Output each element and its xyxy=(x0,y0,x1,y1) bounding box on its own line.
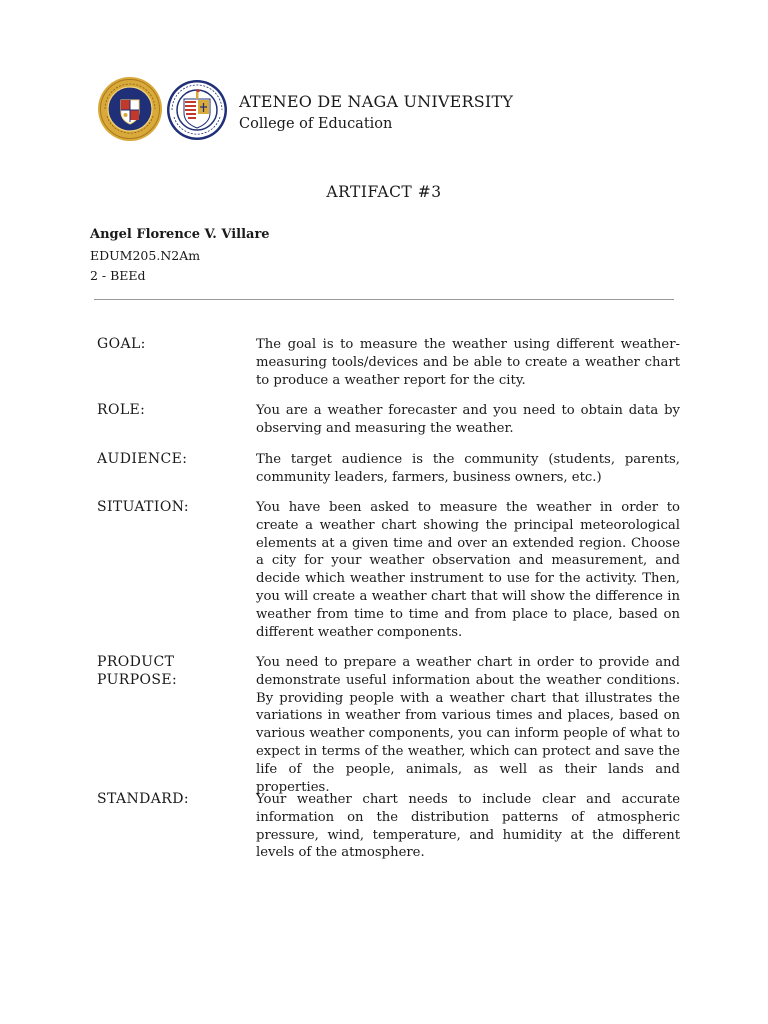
section-text: Your weather chart needs to include clear and accurate information on the distribution patterns of atmospheric pressure, wind, temperature, and humidity at the different levels of the atmosphere. xyxy=(256,792,680,861)
college-name: College of Education xyxy=(239,116,393,132)
section-text: You are a weather forecaster and you need to obtain data by observing and measuring the weather. xyxy=(256,403,680,436)
college-seal-logo xyxy=(166,79,228,141)
university-seal-logo xyxy=(97,76,163,142)
section-label: GOAL: xyxy=(97,336,146,352)
section-label: STANDARD: xyxy=(97,791,189,807)
section-text: You need to prepare a weather chart in order to provide and demonstrate useful information about the weather conditions. By providing people with a weather chart that illustrates the variations in weather from various times and places, based on various weather components, you can inform people of what to expect in terms of the weather, which can protect and save the life of the people, animals, as well as their lands and properties. xyxy=(256,655,680,795)
header-divider xyxy=(94,299,674,300)
year-program: 2 - BEEd xyxy=(90,268,146,283)
document-title: ARTIFACT #3 xyxy=(326,183,442,201)
section-label: PRODUCT PURPOSE: xyxy=(97,654,178,688)
section-text: The target audience is the community (students, parents, community leaders, farmers, business owners, etc.) xyxy=(256,452,680,485)
section-label: AUDIENCE: xyxy=(97,451,188,467)
section-text: You have been asked to measure the weather in order to create a weather chart showing the principal meteorological elements at a given time and over an extended region. Choose a city for your weather observation and measurement, and decide which weather instrument to use for the activity. Then, you will create a weather chart that will show the difference in weather from time to time and from place to place, based on different weather components. xyxy=(256,500,680,640)
course-code: EDUM205.N2Am xyxy=(90,248,201,263)
student-name: Angel Florence V. Villare xyxy=(90,227,270,242)
section-label: ROLE: xyxy=(97,402,146,418)
section-label: SITUATION: xyxy=(97,499,189,515)
section-text: The goal is to measure the weather using different weather-measuring tools/devices and be able to create a weather chart to produce a weather report for the city. xyxy=(256,337,680,388)
university-name: ATENEO DE NAGA UNIVERSITY xyxy=(239,92,514,111)
